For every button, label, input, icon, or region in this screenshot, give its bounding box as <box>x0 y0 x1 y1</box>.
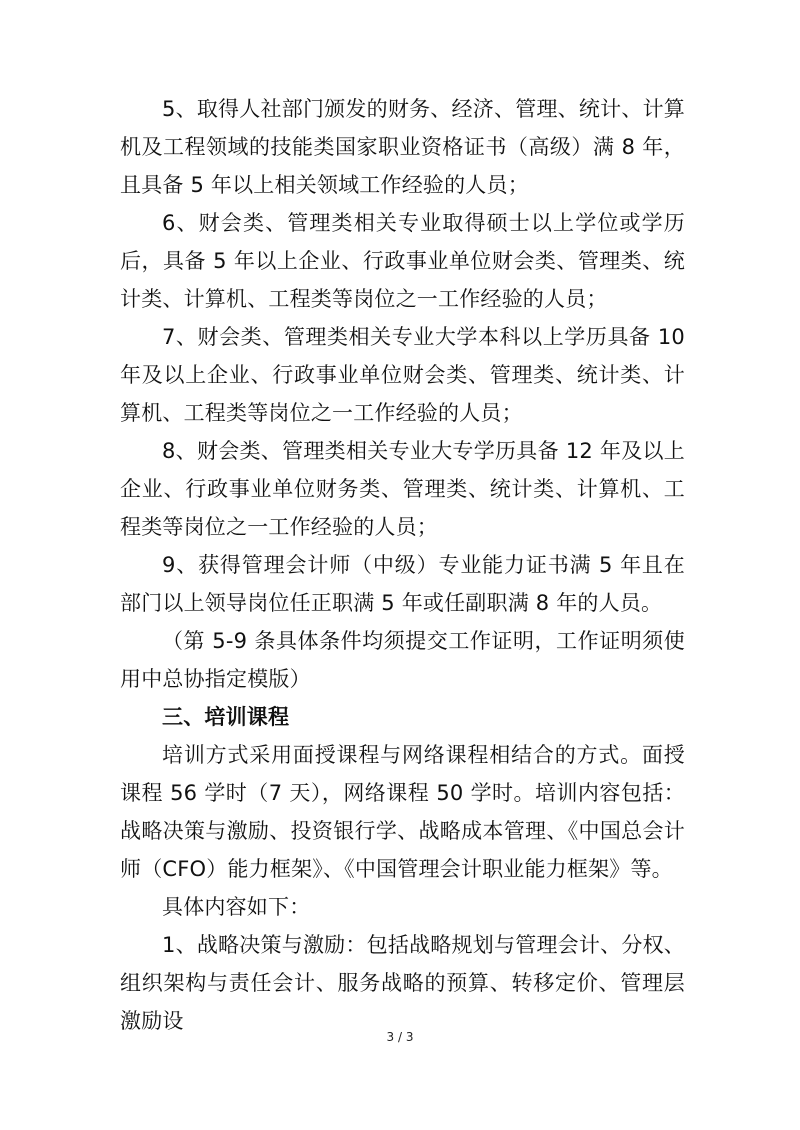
paragraph-item-9: 9、获得管理会计师（中级）专业能力证书满 5 年且在部门以上领导岗位任正职满 5 年或任副职满 8 年的人员。 <box>120 553 685 615</box>
paragraph-item-5: 5、取得人社部门颁发的财务、经济、管理、统计、计算机及工程领域的技能类国家职业资格证书（高级）满 8 年，且具备 5 年以上相关领域工作经验的人员； <box>120 97 685 197</box>
paragraph-item-6: 6、财会类、管理类相关专业取得硕士以上学位或学历后，具备 5 年以上企业、行政事业单位财会类、管理类、统计类、计算机、工程类等岗位之一工作经验的人员； <box>120 211 685 311</box>
paragraph-item-7: 7、财会类、管理类相关专业大学本科以上学历具备 10 年及以上企业、行政事业单位财会类、管理类、统计类、计算机、工程类等岗位之一工作经验的人员； <box>120 325 685 425</box>
paragraph-course-1: 1、战略决策与激励：包括战略规划与管理会计、分权、组织架构与责任会计、服务战略的预算、转移定价、管理层激励设 <box>120 933 685 1033</box>
document-body <box>120 90 685 1040</box>
page-number: 3 / 3 <box>386 1030 414 1044</box>
paragraph-training-intro: 培训方式采用面授课程与网络课程相结合的方式。面授课程 56 学时（7 天），网络课程 50 学时。培训内容包括：战略决策与激励、投资银行学、战略成本管理、《中国总会计师（CFO）能力框架》、《中国管理会计职业能力框架》等。 <box>120 743 685 881</box>
paragraph-note: （第 5-9 条具体条件均须提交工作证明，工作证明须使用中总协指定模版） <box>120 629 685 691</box>
paragraph-content-lead: 具体内容如下： <box>162 895 311 919</box>
paragraph-item-8: 8、财会类、管理类相关专业大专学历具备 12 年及以上企业、行政事业单位财务类、管理类、统计类、计算机、工程类等岗位之一工作经验的人员； <box>120 439 685 539</box>
section-heading-training-courses: 三、培训课程 <box>162 705 290 729</box>
